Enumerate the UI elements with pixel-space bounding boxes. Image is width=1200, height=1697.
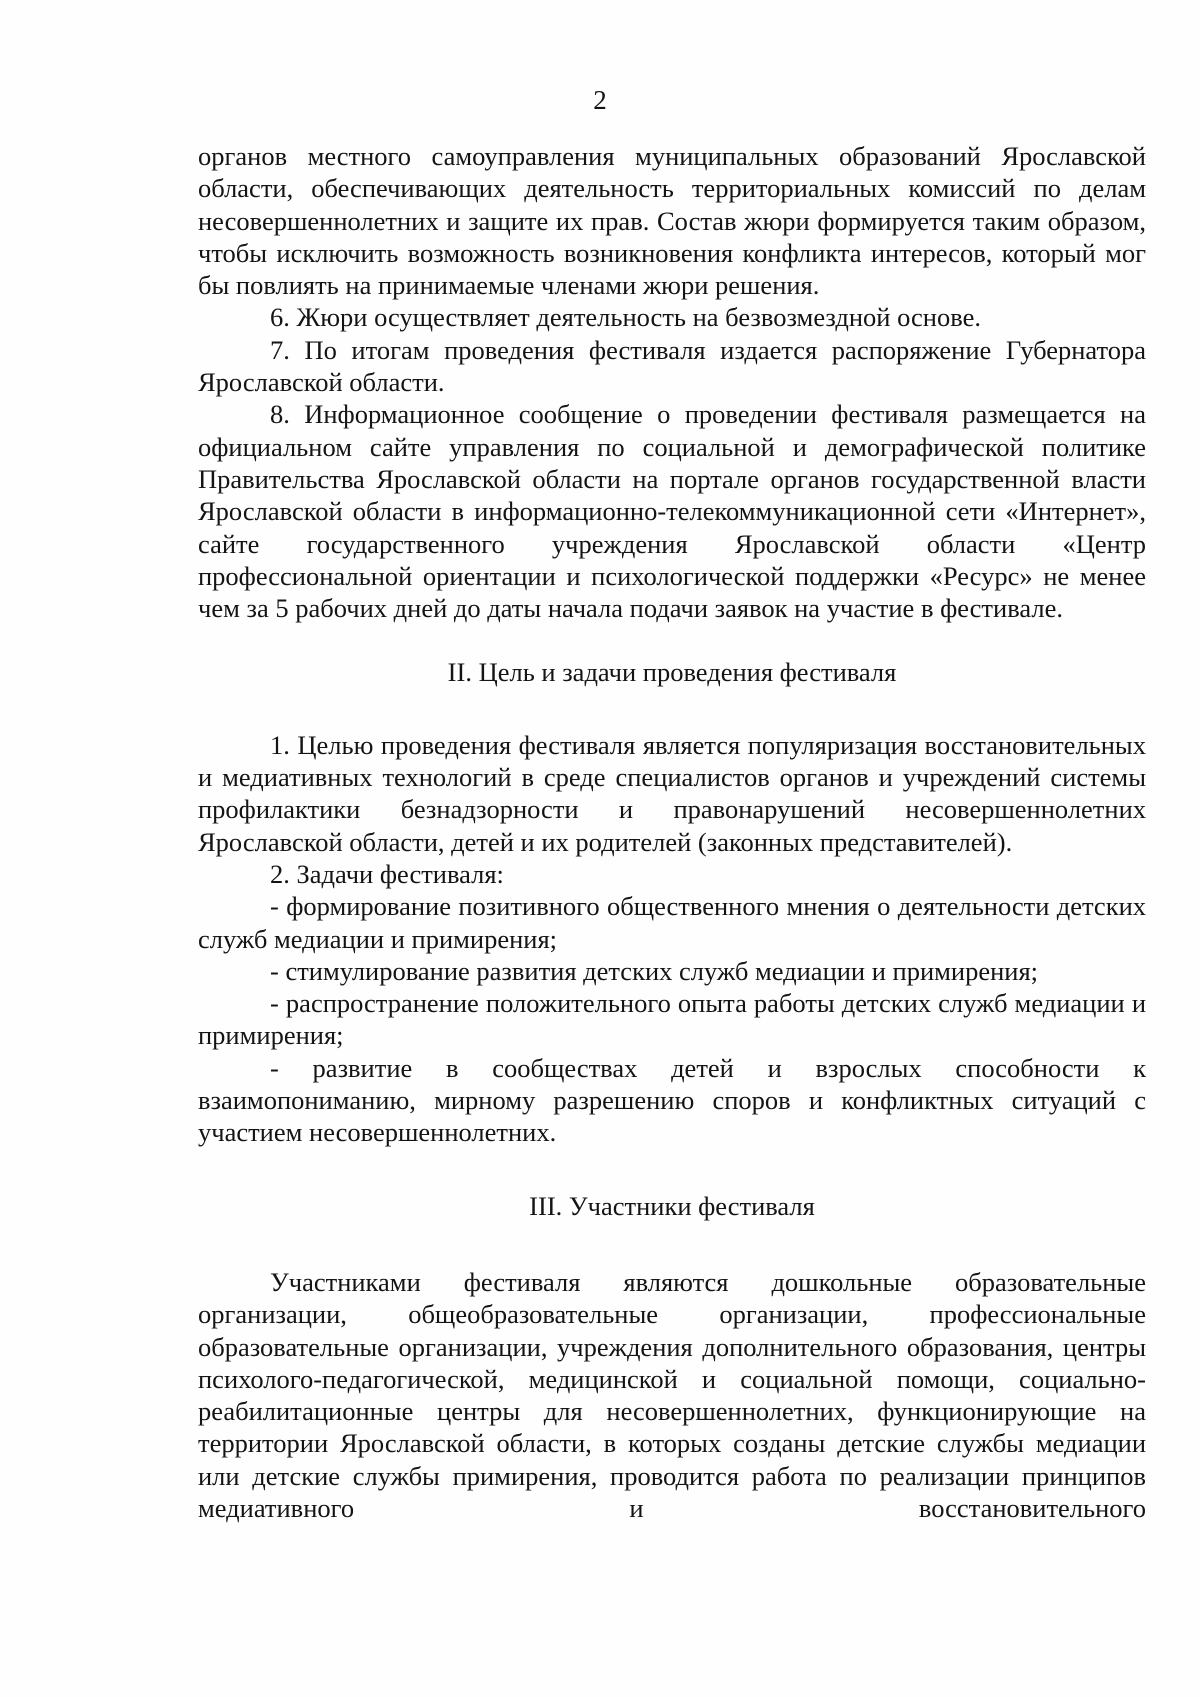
- task-item: - распространение положительного опыта работы детских служб медиации и примирения;: [198, 988, 1146, 1051]
- section-3-heading: III. Участники фестиваля: [529, 1190, 815, 1221]
- task-item: - стимулирование развития детских служб медиации и примирения;: [270, 955, 1039, 986]
- goal-paragraph: 1. Целью проведения фестиваля является популяризация восстановительных и медиативных технологий в среде специалистов органов и учреждений системы профилактики безнадзорности и правонарушений несовершеннолетних Ярославской области, детей и их родителей (законных представителей).: [198, 729, 1146, 857]
- page-number: 2: [593, 85, 607, 115]
- participants-paragraph: Участниками фестиваля являются дошкольные образовательные организации, общеобразовательные организации, профессиональные образовательные организации, учреждения дополнительного образования, центры психолого-педагогической, медицинской и социальной помощи, социально-реабилитационные центры для несовершеннолетних, функционирующие на территории Ярославской области, в которых созданы детские службы медиации или детские службы примирения, проводится работа по реализации принципов медиативного и восстановительного: [198, 1266, 1146, 1523]
- task-item: - формирование позитивного общественного мнения о деятельности детских служб медиации и примирения;: [198, 891, 1146, 954]
- tasks-title: 2. Задачи фестиваля:: [270, 858, 504, 889]
- intro-continuation-paragraph: органов местного самоуправления муниципальных образований Ярославской области, обеспечивающих деятельность территориальных комиссий по делам несовершеннолетних и защите их прав. Состав жюри формируется таким образом, чтобы исключить возможность возникновения конфликта интересов, который мог бы повлиять на принимаемые членами жюри решения.: [198, 141, 1146, 301]
- task-item: - развитие в сообществах детей и взрослых способности к взаимопониманию, мирному разрешению споров и конфликтных ситуаций с участием несовершеннолетних.: [198, 1052, 1146, 1148]
- item-7-paragraph: 7. По итогам проведения фестиваля издается распоряжение Губернатора Ярославской области.: [198, 334, 1146, 398]
- item-6-paragraph: 6. Жюри осуществляет деятельность на безвозмездной основе.: [270, 302, 981, 333]
- item-8-paragraph: 8. Информационное сообщение о проведении фестиваля размещается на официальном сайте управления по социальной и демографической политике Правительства Ярославской области на портале органов государственной власти Ярославской области в информационно-телекоммуникационной сети «Интернет», сайте государственного учреждения Ярославской области «Центр профессиональной ориентации и психологической поддержки «Ресурс» не менее чем за 5 рабочих дней до даты начала подачи заявок на участие в фестивале.: [198, 399, 1146, 624]
- document-body: [198, 140, 1146, 1524]
- section-2-heading: II. Цель и задачи проведения фестиваля: [447, 657, 897, 688]
